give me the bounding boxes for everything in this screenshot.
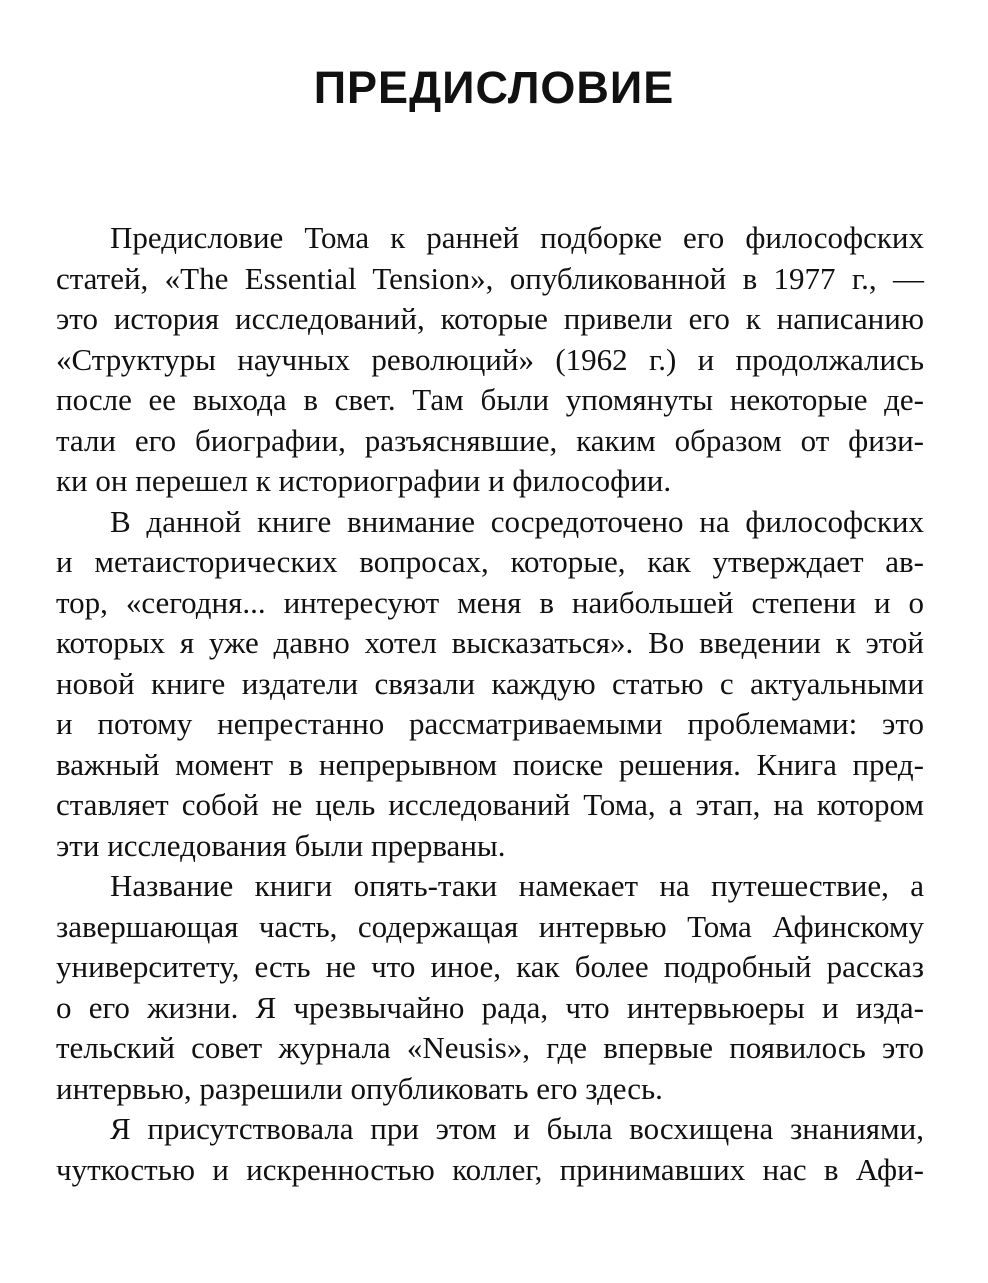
paragraph <box>56 1109 924 1190</box>
text-line: завершающая часть, содержащая интервью Тома Афинскому <box>56 908 924 944</box>
text-line: «Структуры научных революций» (1962 г.) и продолжались <box>56 341 924 377</box>
text-line: которых я уже давно хотел высказаться». Во введении к этой <box>56 625 924 660</box>
text-line: и метаисторических вопросах, которые, как утверждает ав- <box>56 544 924 579</box>
text-line: важный момент в непрерывном поиске решения. Книга пред- <box>56 746 924 782</box>
text-line: В данной книге внимание сосредоточено на философских <box>110 503 924 539</box>
text-line: Название книги опять-таки намекает на путешествие, а <box>110 868 924 903</box>
paragraph <box>56 218 924 502</box>
text-line: университету, есть не что иное, как более подробный рассказ <box>56 949 924 984</box>
text-line: Я присутствовала при этом и была восхищена знаниями, <box>110 1111 924 1146</box>
text-line: интервью, разрешили опубликовать его здесь. <box>56 1070 663 1106</box>
text-line: статей, «The Essential Tension», опубликованной в 1977 г., — <box>56 260 924 296</box>
text-line: эти исследования были прерваны. <box>56 827 506 863</box>
page-title: ПРЕДИСЛОВИЕ <box>313 62 675 113</box>
text-line: Предисловие Тома к ранней подборке его философских <box>110 220 924 255</box>
paragraph <box>56 866 924 1109</box>
text-line: это история исследований, которые привели его к написанию <box>56 301 924 336</box>
paragraph <box>56 502 924 867</box>
text-line: тали его биографии, разъяснявшие, каким образом от физи- <box>56 422 924 458</box>
text-line: о его жизни. Я чрезвычайно рада, что интервьюеры и изда- <box>56 989 924 1025</box>
text-line: тор, «сегодня... интересуют меня в наибольшей степени и о <box>56 584 924 620</box>
body-text <box>56 218 924 1190</box>
text-line: чуткостью и искренностью коллег, принимавших нас в Афи- <box>56 1151 924 1187</box>
text-line: ки он перешел к историографии и философии. <box>56 463 672 498</box>
text-line: и потому непрестанно рассматриваемыми проблемами: это <box>56 706 924 741</box>
text-line: тельский совет журнала «Neusis», где впервые появилось это <box>56 1030 924 1065</box>
text-line: ставляет собой не цель исследований Тома, а этап, на котором <box>56 787 924 822</box>
text-line: после ее выхода в свет. Там были упомянуты некоторые де- <box>56 382 924 417</box>
text-line: новой книге издатели связали каждую статью с актуальными <box>56 665 924 701</box>
